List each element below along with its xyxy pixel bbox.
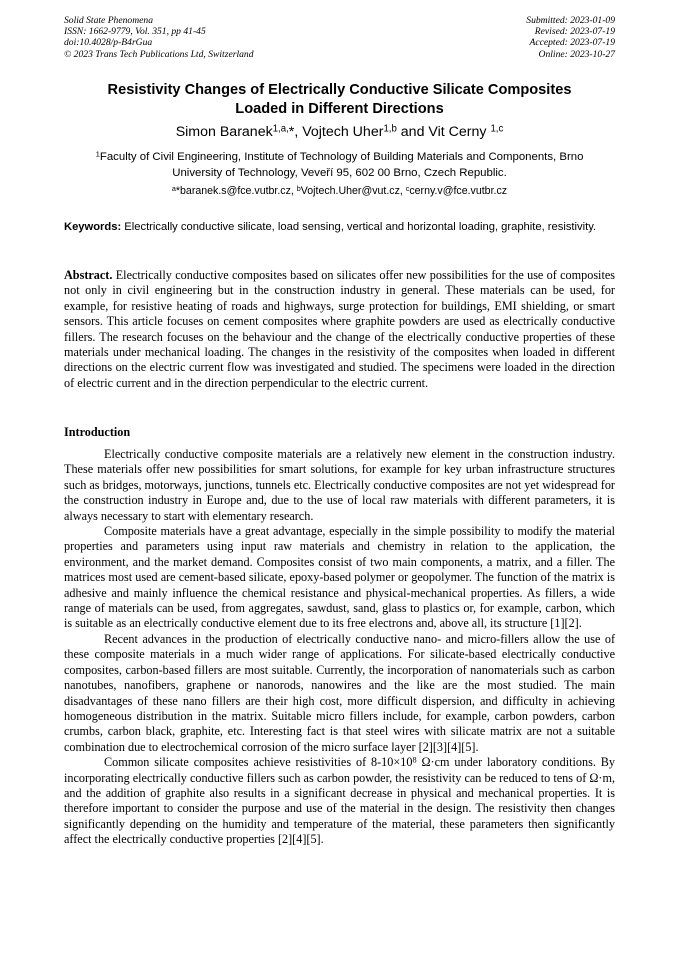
corresponding-star: *	[288, 124, 295, 140]
online-date: Online: 2023-10-27	[538, 48, 615, 60]
author-1-affiliation: 1,a,	[272, 123, 289, 135]
title-line-2: Loaded in Different Directions	[235, 101, 444, 117]
email-marker-c: c	[405, 183, 410, 193]
intro-paragraph-3: Recent advances in the production of electrically conductive nano- and micro-fillers allow the use of these composite materials in a much wider range of applications. For silicate-based electrically conductive composites, carbon-based fillers are most suitable. Currently, the incorporation of nanomaterials such as carbon nanotubes, nanofibers, graphene or nanorods, nanowires and the like are the most studied. The main disadvantages of these nano fillers are their high cost, more difficult dispersion, and difficulty in achieving homogeneous distribution in the matrix. Suitable micro fillers include, for example, carbon powders, carbon crumbs, carbon black, graphite, etc. Interesting fact is that steel wires with silicate matrix are not a suitable combination due to electrochemical corrosion of the micro surface layer [2][3][4][5].	[64, 631, 615, 754]
abstract-label: Abstract.	[64, 268, 113, 282]
author-3-affiliation: 1,c	[490, 123, 504, 135]
author-emails	[64, 184, 615, 198]
intro-paragraph-1: Electrically conductive composite materials are a relatively new element in the construction industry. These materials offer new possibilities for smart solutions, for example for key urban infrastructure structures such as bridges, motorways, junctions, tunnels etc. Electrically conductive composites are not yet widespread for the construction industry in Europe and, due to the use of local raw materials with different parameters, it is always necessary to start with elementary research.	[64, 447, 615, 523]
author-2-affiliation: 1,b	[383, 123, 397, 135]
exponent: 8	[412, 755, 417, 765]
introduction-heading: Introduction	[64, 425, 131, 439]
affiliation	[64, 149, 615, 181]
intro-paragraph-2: Composite materials have a great advantage, especially in the simple possibility to modify the material properties and parameters using input raw materials and chemistry in relation to the application, the environment, and the market demand. Composites consist of two main components, a matrix, and a filler. The matrices most used are cement-based silicate, epoxy-based polymer or geopolymer. The function of the matrix is adhesive and mainly influence the chemical resistance and physical-mechanical properties. As fillers, a wide range of materials can be used, from aggregates, sawdust, sand, glass to plastics or, for example, carbon, which is suitable as an electrically conductive element due to its free electrons and, above all, its structure [1][2].	[64, 524, 615, 631]
email-b[interactable]: Vojtech.Uher@vut.cz,	[300, 185, 406, 197]
author-2: Vojtech Uher	[302, 124, 384, 140]
keywords	[64, 220, 615, 234]
publication-dates	[526, 15, 615, 60]
email-marker-b: b	[296, 183, 301, 193]
submitted-date: Submitted: 2023-01-09	[526, 15, 615, 26]
intro-paragraph-4	[64, 755, 615, 847]
affiliation-marker: 1	[95, 149, 100, 159]
affiliation-line-1: Faculty of Civil Engineering, Institute of Technology of Building Materials and Components, Brno	[99, 151, 584, 163]
author-list	[64, 123, 615, 141]
copyright: © 2023 Trans Tech Publications Ltd, Switzerland	[64, 48, 254, 60]
affiliation-line-2: University of Technology, Veveří 95, 602 00 Brno, Czech Republic.	[172, 167, 507, 179]
author-separator: and	[396, 124, 429, 140]
accepted-date: Accepted: 2023-07-19	[529, 37, 615, 49]
intro-p4-part-2: Ω·cm under laboratory conditions. By incorporating electrically conductive fillers such as carbon powder, the resistivity can be reduced to tens of Ω·m, and the addition of graphite also results in a significant decrease in physical and mechanical properties. It is therefore important to consider the purpose and use of the material in the design. The resistivity then changes significantly depending on the humidity and temperature of the material, these parameters then significantly affect the electrically conductive properties [2][4][5].	[64, 755, 615, 847]
title-line-1: Resistivity Changes of Electrically Conductive Silicate Composites	[107, 82, 572, 98]
abstract-text: Electrically conductive composites based on silicates offer new possibilities for the use of composites not only in civil engineering but in the construction industry in general. These materials can be used, for example, for resistive heating of roads and highways, surge protection for buildings, EMI shielding, or smart sensors. This article focuses on cement composites where graphite powders are used as electrically conductive fillers. The research focuses on the behaviour and the change of the electrically conductive properties of these materials under mechanical loading. The changes in the resistivity of the composites when loaded in different directions on the electric current flow was investigated and studied. The specimens were loaded in the direction of electric current and in the direction perpendicular to the electric current.	[64, 268, 615, 390]
email-a[interactable]: *baranek.s@fce.vutbr.cz,	[175, 185, 297, 197]
doi: doi:10.4028/p-B4rGua	[64, 37, 153, 49]
email-c[interactable]: cerny.v@fce.vutbr.cz	[409, 185, 508, 197]
author-1: Simon Baranek	[175, 124, 273, 140]
keywords-label: Keywords:	[64, 221, 122, 233]
abstract	[64, 268, 615, 391]
keywords-text: Electrically conductive silicate, load sensing, vertical and horizontal loading, graphite, resistivity.	[121, 221, 597, 233]
revised-date: Revised: 2023-07-19	[534, 26, 615, 38]
issn-volume: ISSN: 1662-9779, Vol. 351, pp 41-45	[64, 26, 206, 38]
intro-p4-part-1: Common silicate composites achieve resistivities of 8-10×10	[104, 755, 413, 770]
journal-info	[64, 15, 254, 60]
introduction-body	[64, 447, 615, 848]
author-separator: ,	[294, 124, 303, 140]
journal-name: Solid State Phenomena	[64, 15, 153, 26]
author-3: Vit Cerny	[428, 124, 491, 140]
email-marker-a: a	[171, 183, 176, 193]
paper-title	[64, 81, 615, 119]
